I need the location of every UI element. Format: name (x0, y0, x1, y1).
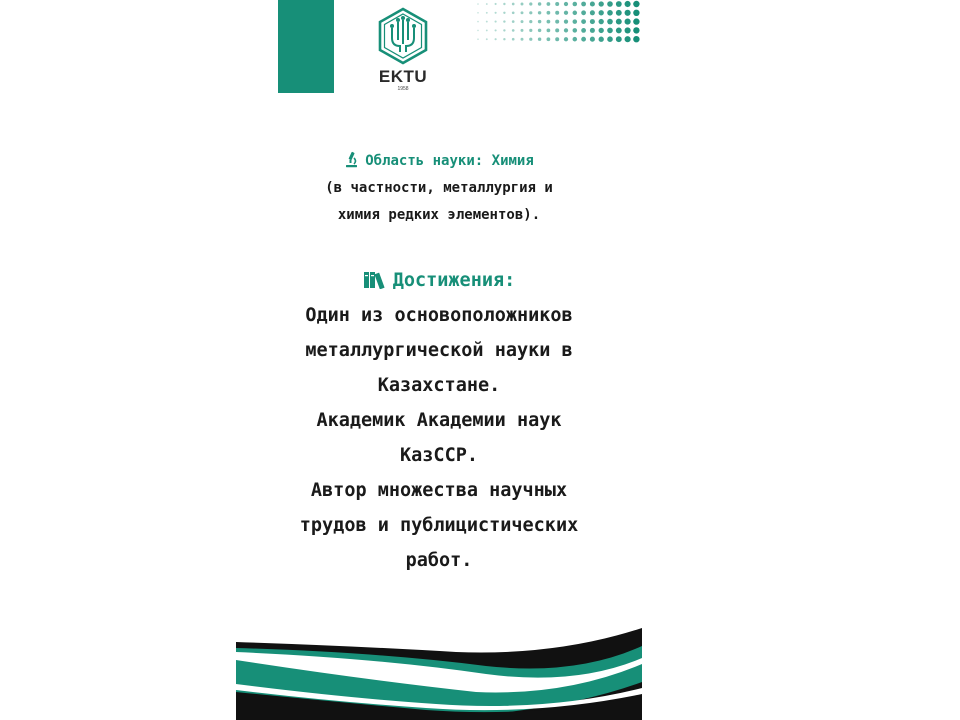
decorative-dot (521, 11, 524, 14)
dot-pattern-decoration (474, 0, 642, 44)
decorative-dot (633, 27, 639, 33)
decorative-dot (564, 19, 568, 23)
decorative-dot (573, 28, 578, 33)
decorative-dot (607, 10, 613, 16)
science-details-line-1: (в частности, металлургия и (325, 180, 553, 196)
science-area-line (236, 148, 642, 175)
decorative-dot (625, 19, 631, 25)
decorative-dot (547, 11, 551, 15)
decorative-dot (495, 12, 497, 14)
decorative-dot (521, 29, 524, 32)
achievement-line: КазССР. (400, 445, 478, 466)
decorative-dot (529, 29, 532, 32)
decorative-dot (477, 3, 479, 5)
decorative-dot (495, 38, 497, 40)
achievements-heading-line (236, 263, 642, 298)
achievement-line: Казахстане. (377, 375, 501, 396)
science-area-label: Область науки: (365, 153, 484, 169)
decorative-dot (573, 11, 578, 16)
decorative-dot (555, 2, 559, 6)
decorative-dot (529, 2, 532, 5)
decorative-dot (564, 37, 568, 41)
decorative-dot (529, 20, 532, 23)
achievement-line: Автор множества научных (310, 480, 568, 501)
decorative-dot (555, 11, 559, 15)
decorative-dot (633, 36, 639, 42)
decorative-dot (607, 28, 613, 34)
decorative-dot (555, 20, 559, 24)
decorative-dot (573, 2, 578, 7)
achievement-line: Один из основоположников (305, 305, 573, 326)
decorative-dot (538, 37, 541, 40)
decorative-dot (616, 1, 622, 7)
decorative-dot (547, 37, 551, 41)
decorative-dot (538, 29, 541, 32)
decorative-dot (512, 20, 515, 23)
decorative-dot (633, 1, 639, 7)
hexagon-emblem-icon (373, 6, 433, 66)
decorative-dot (538, 11, 541, 14)
decorative-dot (599, 37, 604, 42)
decorative-dot (590, 28, 595, 33)
decorative-dot (607, 1, 613, 7)
decorative-dot (503, 12, 505, 14)
poster (236, 0, 642, 720)
decorative-dot (503, 29, 505, 31)
decorative-dot (503, 3, 505, 5)
decorative-dot (564, 11, 568, 15)
decorative-dot (555, 28, 559, 32)
decorative-dot (529, 11, 532, 14)
decorative-dot (512, 3, 515, 6)
decorative-dot (581, 2, 586, 7)
decorative-dot (616, 27, 622, 33)
decorative-dot (547, 20, 551, 24)
decorative-dot (486, 12, 488, 14)
decorative-dot (590, 1, 595, 6)
decorative-dot (616, 19, 622, 25)
decorative-dot (564, 28, 568, 32)
decorative-dot (599, 28, 604, 33)
decorative-dot (495, 3, 497, 5)
decorative-dot (581, 28, 586, 33)
decorative-dot (581, 10, 586, 15)
decorative-dot (555, 37, 559, 41)
decorative-dot (625, 36, 631, 42)
logo-name: EKTU (378, 67, 428, 86)
decorative-dot (564, 2, 568, 6)
decorative-dot (616, 10, 622, 16)
decorative-dot (633, 10, 639, 16)
achievement-line: металлургической науки в (305, 340, 573, 361)
spacer (236, 229, 642, 263)
books-icon (363, 270, 387, 289)
decorative-dot (599, 10, 604, 15)
decorative-dot (599, 19, 604, 24)
decorative-dot (547, 2, 551, 6)
science-area-value: Химия (491, 153, 534, 169)
decorative-dot (581, 19, 586, 24)
decorative-dot (477, 12, 479, 14)
decorative-dot (521, 38, 524, 41)
decorative-dot (521, 3, 524, 6)
decorative-dot (573, 19, 578, 24)
decorative-dot (503, 38, 505, 40)
decorative-dot (512, 38, 515, 41)
achievements-heading: Достижения: (392, 270, 516, 291)
decorative-dot (486, 29, 488, 31)
logo-year: 1958 (397, 86, 409, 92)
decorative-dot (573, 37, 578, 42)
decorative-dot (495, 29, 497, 31)
decorative-dot (477, 38, 479, 40)
decorative-dot (625, 1, 631, 7)
decorative-dot (607, 19, 613, 25)
decorative-dot (599, 1, 604, 6)
achievement-line: трудов и публицистических (299, 515, 579, 536)
decorative-dot (616, 36, 622, 42)
ektu-logo (373, 6, 433, 92)
decorative-dot (495, 21, 497, 23)
decorative-dot (477, 30, 479, 32)
decorative-dot (633, 18, 639, 24)
decorative-dot (486, 38, 488, 40)
achievement-line: Академик Академии наук (316, 410, 562, 431)
decorative-dot (486, 21, 488, 23)
decorative-dot (607, 36, 613, 42)
main-content (236, 148, 642, 578)
decorative-dot (486, 3, 488, 5)
decorative-dot (538, 20, 541, 23)
decorative-dot (590, 10, 595, 15)
achievement-line: работ. (405, 550, 473, 571)
decorative-dot (581, 37, 586, 42)
decorative-dot (521, 20, 524, 23)
decorative-dot (477, 21, 479, 23)
decorative-dot (625, 27, 631, 33)
microscope-icon (344, 151, 359, 168)
decorative-dot (625, 10, 631, 16)
decorative-dot (529, 38, 532, 41)
decorative-dot (590, 19, 595, 24)
science-details-line-2: химия редких элементов). (337, 207, 541, 223)
decorative-dot (512, 11, 515, 14)
decorative-dot (512, 29, 515, 32)
green-accent-block (278, 0, 334, 93)
bottom-wave-decoration (236, 618, 642, 720)
decorative-dot (538, 2, 541, 5)
decorative-dot (590, 37, 595, 42)
decorative-dot (503, 20, 505, 22)
decorative-dot (547, 29, 551, 33)
